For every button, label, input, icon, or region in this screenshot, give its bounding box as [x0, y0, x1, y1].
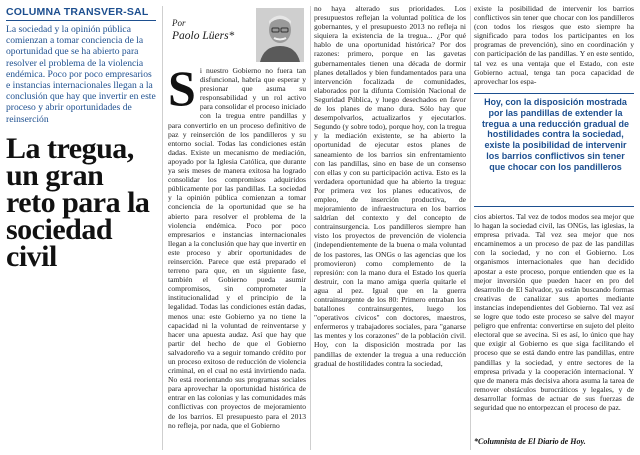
- body-column-4-bottom: cios abiertos. Tal vez de todos modos sea mejor que lo hagan la sociedad civil, las ONGs, las iglesias, la empresa privada. Tal vez sea mejor que nos encaminemos a un proceso de paz de las pandillas con la sociedad, y no con el Gobierno. Los organismos internacionales que han decidido apostar a este proceso, porque entienden que es la mejor inversión que pueden hacer en pro del desarrollo de El Salvador, ya están buscando formas creativas de canalizar sus aportes mediante instancias independientes del Gobierno. Tal vez así se logre que todo este proceso se salve del mayor peligro que enfrenta: convertirse en sujeto del pleito electoral que se avecina. Si es así, lo único que hay que exigir al Gobierno es que siga facilitando el proceso que se está dando entre las pandillas, entre pandillas y la sociedad, y entre sectores de la empresa privada y la cooperación internacional. Y que de manera más decisiva ahora asuma la tarea de remover obstáculos burocráticos y legales, y de desarrollar formas de actuar de sus fuerzas de seguridad que no entorpezcan el proceso de paz.: [474, 212, 634, 412]
- author-name: Paolo Lüers*: [172, 30, 235, 42]
- author-signature: *Columnista de El Diario de Hoy.: [474, 437, 586, 446]
- author-box: [168, 6, 304, 58]
- column-label: COLUMNA TRANSVER-SAL: [6, 6, 149, 18]
- column-divider: [310, 6, 311, 450]
- pull-quote: Hoy, con la disposición mostrada por las pandillas de extender la tregua a una reducción gradual de hostilidades contra la sociedad, existe la posibilidad de intervenir los barrios conflictivos sin tener que chocar con los pandilleros: [481, 97, 630, 172]
- author-by-label: Por: [172, 18, 186, 28]
- column-divider: [162, 6, 163, 450]
- body-column-2: [168, 60, 306, 430]
- kicker-divider: [6, 20, 156, 21]
- author-photo: [256, 8, 304, 62]
- drop-cap: S: [168, 60, 196, 116]
- article-deck: La sociedad y la opinión pública comienzan a tomar conciencia de la oportunidad que se ha abierto para resolver el problema de la violencia endémica. Poco por poco empresarios e instancias internacionales llegan a la conclusión que hay que invertir en este proceso y abrir oportunidades de reinserción: [6, 24, 156, 125]
- author-portrait-icon: [256, 8, 304, 62]
- body-column-3: no haya alterado sus prioridades. Los presupuestos reflejan la voluntad política de los gobernantes, y el presupuesto 2013 no refleja ni siquiera la existencia de la tregua... ¿Por qué hablo de una oportunidad histórica? Por dos razones: primero, porque en las gavetas gubernamentales tienen una década de dormir planes detallados y bien fundamentados para una intervención focalizada de comunidades, elaborados por la difunta Comisión Nacional de Seguridad Pública, y luego desechados en favor de los planes de mano dura. Sólo hay que desempolvarlos, actualizarlos y ejecutarlos. Segundo (y sobre todo), porque hoy, con la tregua y la mediación existente, se ha abierto la oportunidad de ejecutar estos planes de saneamiento de los barrios sin enfrentamiento con las pandillas, sino en base de un consenso con ellas y con su participación activa. Esto es la verdadera oportunidad que ha abierto la tregua: Por primera vez los planes educativos, de empleo, de inserción productiva, de mejoramiento de infraestructura en los barrios saldrían del contexto y del concepto de contrainsurgencia. Los pandilleros siempre han visto los proyectos de prevención de violencia (independientemente de la buena o mala voluntad de los pastores, las ONGs o las agencias que los promovieron) como complemento de la represión: con la mano dura el Estado los quería destruir, con la mano amiga quería quitarle el agua al pez. Igual que en la guerra contrainsurgente de los 80: Primero entraban los batallones contrainsurgentes, luego los "operativos cívicos" con doctores, maestros, enfermeros y trabajadores sociales, para "ganarse las mentes y los corazones" de la población civil. Hoy, con la disposición mostrada por las pandillas de extender la tregua a una reducción gradual de hostilidades contra la sociedad,: [314, 4, 466, 368]
- column-divider: [470, 6, 471, 450]
- body-column-4-top: existe la posibilidad de intervenir los barrios conflictivos sin tener que chocar con los pandilleros (con todos los riesgos que esto siempre ha significado para todos los participantes en los programas de prevención), sino en coordinación y con participación de las pandillas. Y en este sentido, tal vez es una ventaja que el Estado, con este Gobierno actual, tenga tan poca capacidad de aprovechar los espa-: [474, 4, 634, 86]
- lead-column: [6, 6, 156, 273]
- body-text-col2: i nuestro Gobierno no fuera tan disfuncional, habría que esperar y presionar que asuma su responsabilidad y un rol activo para consolidar el proceso iniciado con la tregua entre pandillas y para convertirlo en un proceso definitivo de paz y reinserción de los pandilleros y su entorno social. Todas las condiciones están dadas. Existe un mecanismo de mediación, apoyado por la Iglesia Católica, que durante ya seis meses de manera exitosa ha logrado consolidar los compromisos adquiridos públicamente por las pandillas. La sociedad y la opinión pública comienzan a tomar conciencia de la oportunidad que se ha abierto para resolver el problema de la violencia endémica. Poco por poco empresarios e instancias internacionales llegan a la conclusión que hay que invertir en este proceso y abrir oportunidades de reinserción. Parece que está preparado el terreno para que, en un siguiente fase, también el Gobierno pueda asumir compromisos, sin comprometer la institucionalidad y el principio de la legalidad. Todas las condiciones están dadas, menos una: este Gobierno ya no tiene la capacidad ni la voluntad de reinventarse y hacer una apuesta audaz. Así que hay que partir del hecho de que el Gobierno salvadoreño va a seguir tomando crédito por un proceso exitoso de reducción de violencia criminal, en el cual no está invirtiendo nada. No está reorientando sus programas sociales para aprovechar la oportunidad histórica de entrar en las colonias y las comunidades más conflictivas con proyectos de mejoramiento de los barrios. El presupuesto para el 2013 no refleja, por nada, que el Gobierno: [168, 66, 306, 430]
- pull-quote-top-rule: [474, 93, 634, 94]
- article-headline: La tregua, un gran reto para la sociedad civil: [6, 131, 150, 273]
- pull-quote-bottom-rule: [474, 206, 634, 207]
